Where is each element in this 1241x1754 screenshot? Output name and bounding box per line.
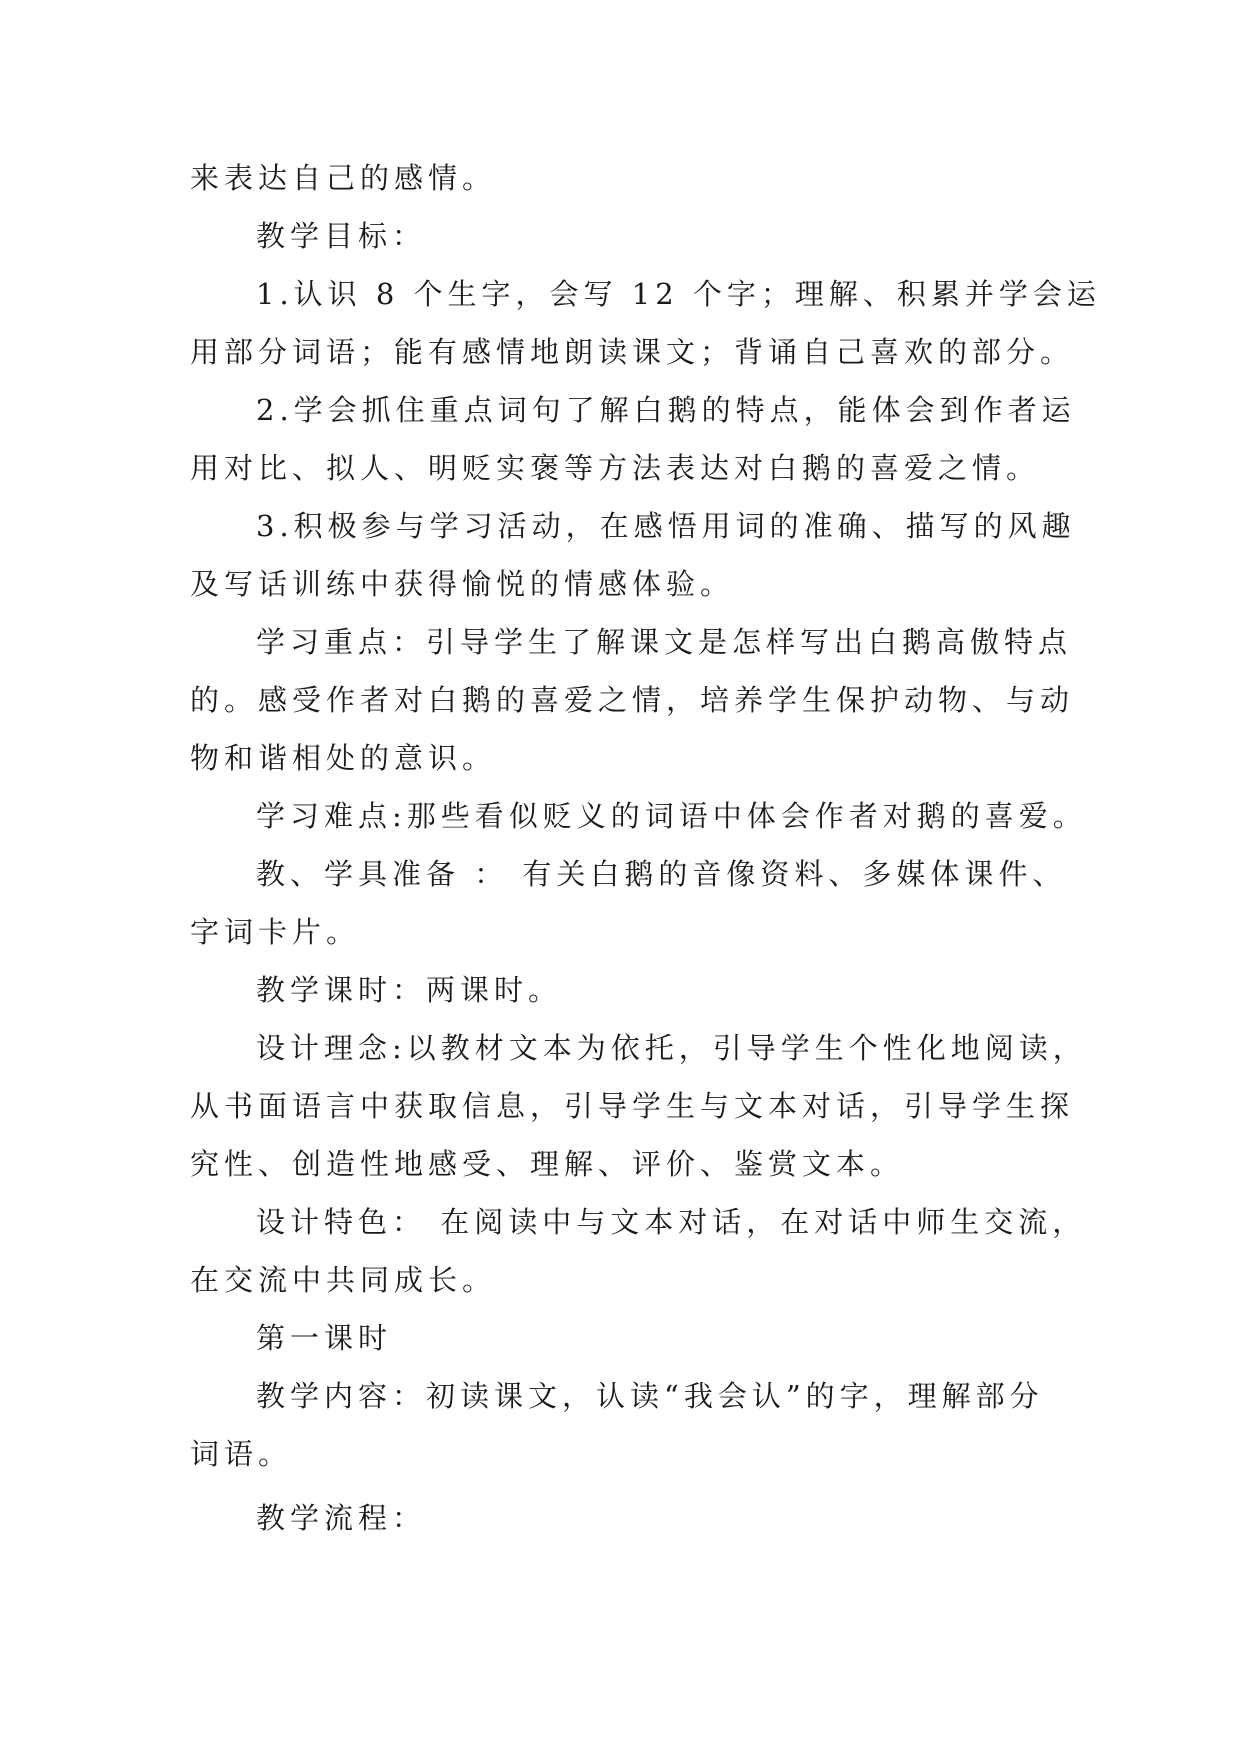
text-line: 设计理念:以教材文本为依托，引导学生个性化地阅读， [256, 1031, 1087, 1065]
text-line: 学习难点:那些看似贬义的词语中体会作者对鹅的喜爱。 [256, 799, 1087, 833]
text-line: 2.学会抓住重点词句了解白鹅的特点，能体会到作者运 [256, 393, 1076, 427]
text-line: 教、学具准备 ： 有关白鹅的音像资料、多媒体课件、 [256, 857, 1067, 891]
text-line: 教学内容：初读课文，认读“我会认”的字，理解部分 [256, 1379, 1044, 1413]
text-line: 词语。 [190, 1437, 293, 1471]
text-line: 1.认识 8 个生字，会写 12 个字；理解、积累并学会运 [256, 277, 1101, 311]
section-heading: 第一课时 [256, 1321, 393, 1355]
text-line: 来表达自己的感情。 [190, 161, 497, 195]
text-line: 3.积极参与学习活动，在感悟用词的准确、描写的风趣 [256, 509, 1076, 543]
text-line: 教学课时：两课时。 [256, 973, 563, 1007]
text-line: 设计特色： 在阅读中与文本对话，在对话中师生交流， [256, 1205, 1087, 1239]
text-line: 的。感受作者对白鹅的喜爱之情，培养学生保护动物、与动 [190, 683, 1075, 717]
section-heading: 教学流程： [256, 1501, 427, 1535]
text-line: 用部分词语；能有感情地朗读课文；背诵自己喜欢的部分。 [190, 335, 1075, 369]
text-line: 及写话训练中获得愉悦的情感体验。 [190, 567, 735, 601]
text-line: 字词卡片。 [190, 915, 361, 949]
text-line: 在交流中共同成长。 [190, 1263, 497, 1297]
text-line: 学习重点：引导学生了解课文是怎样写出白鹅高傲特点 [256, 625, 1073, 659]
text-line: 从书面语言中获取信息，引导学生与文本对话，引导学生探 [190, 1089, 1075, 1123]
section-heading: 教学目标： [256, 219, 427, 253]
text-line: 究性、创造性地感受、理解、评价、鉴赏文本。 [190, 1147, 905, 1181]
text-line: 用对比、拟人、明贬实褒等方法表达对白鹅的喜爱之情。 [190, 451, 1041, 485]
text-line: 物和谐相处的意识。 [190, 741, 497, 775]
